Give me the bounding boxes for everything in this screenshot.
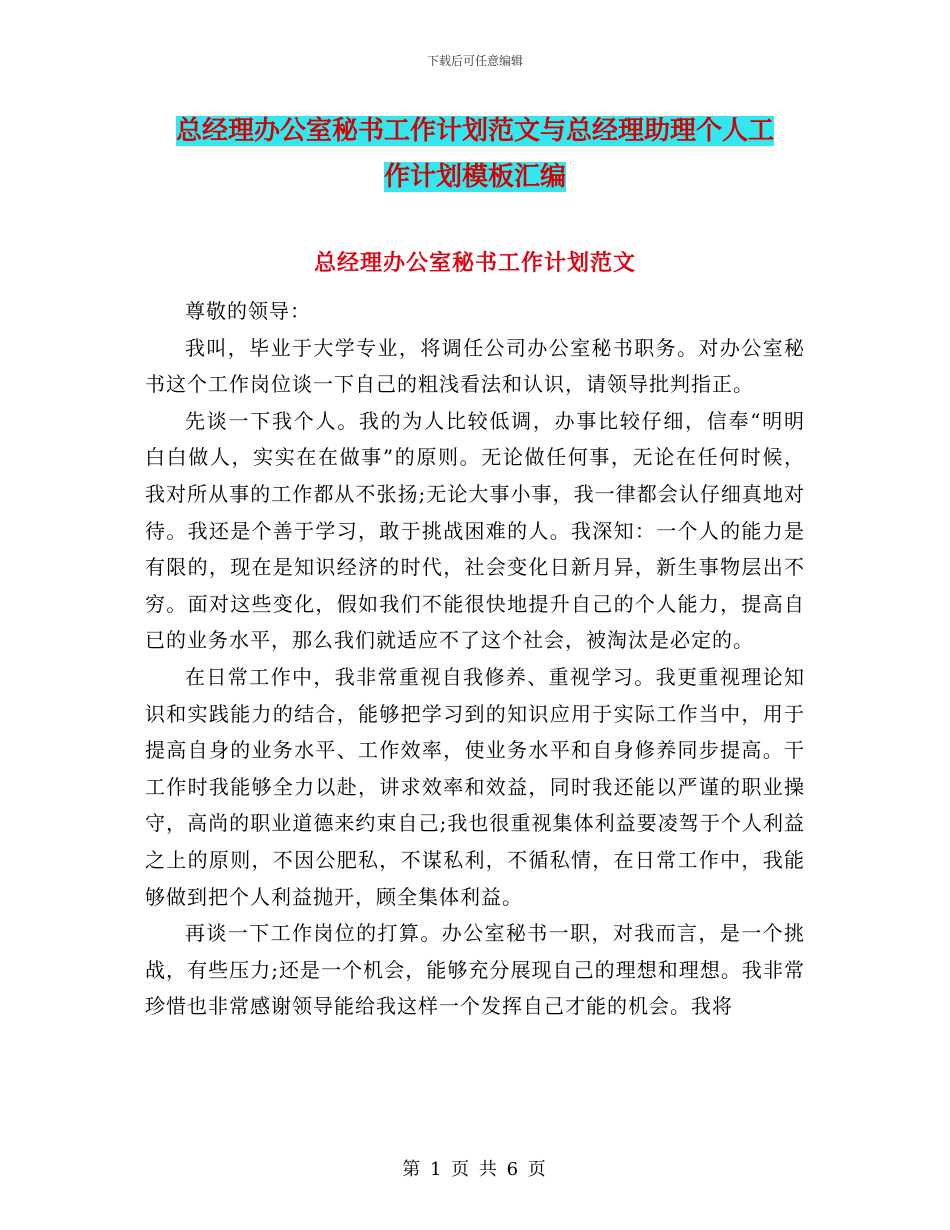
paragraph: 先谈一下我个人。我的为人比较低调，办事比较仔细，信奉“明明白白做人，实实在在做事”的原则。无论做任何事，无论在任何时候，我对所从事的工作都从不张扬;无论大事小事，我一律都会认仔细真地对待。我还是个善于学习，敢于挑战困难的人。我深知：一个人的能力是有限的，现在是知识经济的时代，社会变化日新月异，新生事物层出不穷。面对这些变化，假如我们不能很快地提升自己的个人能力，提高自已的业务水平，那么我们就适应不了这个社会，被淘汰是必定的。 xyxy=(145,408,805,653)
main-title xyxy=(145,108,805,200)
main-title-line2: 作计划模板汇编 xyxy=(383,162,566,192)
paragraph: 再谈一下工作岗位的打算。办公室秘书一职，对我而言，是一个挑战，有些压力;还是一个机会，能够充分展现自己的理想和理想。我非常珍惜也非常感谢领导能给我这样一个发挥自己才能的机会。我将 xyxy=(145,921,805,1019)
page-number: 第 1 页 共 6 页 xyxy=(402,1159,548,1180)
download-note: 下载后可任意编辑 xyxy=(426,54,523,68)
document-body xyxy=(145,293,805,1025)
main-title-line1: 总经理办公室秘书工作计划范文与总经理助理个人工 xyxy=(175,116,774,146)
salutation: 尊敬的领导： xyxy=(185,299,311,323)
paragraph: 在日常工作中，我非常重视自我修养、重视学习。我更重视理论知识和实践能力的结合，能够把学习到的知识应用于实际工作当中，用于提高自身的业务水平、工作效率，使业务水平和自身修养同步提高。干工作时我能够全力以赴，讲求效率和效益，同时我还能以严谨的职业操守，高尚的职业道德来约束自己;我也很重视集体利益要凌驾于个人利益之上的原则，不因公肥私，不谋私利，不循私情，在日常工作中，我能够做到把个人利益抛开，顾全集体利益。 xyxy=(145,664,805,909)
section-title: 总经理办公室秘书工作计划范文 xyxy=(313,250,636,276)
paragraph: 我叫，毕业于大学专业，将调任公司办公室秘书职务。对办公室秘书这个工作岗位谈一下自己的粗浅看法和认识，请领导批判指正。 xyxy=(145,335,805,397)
